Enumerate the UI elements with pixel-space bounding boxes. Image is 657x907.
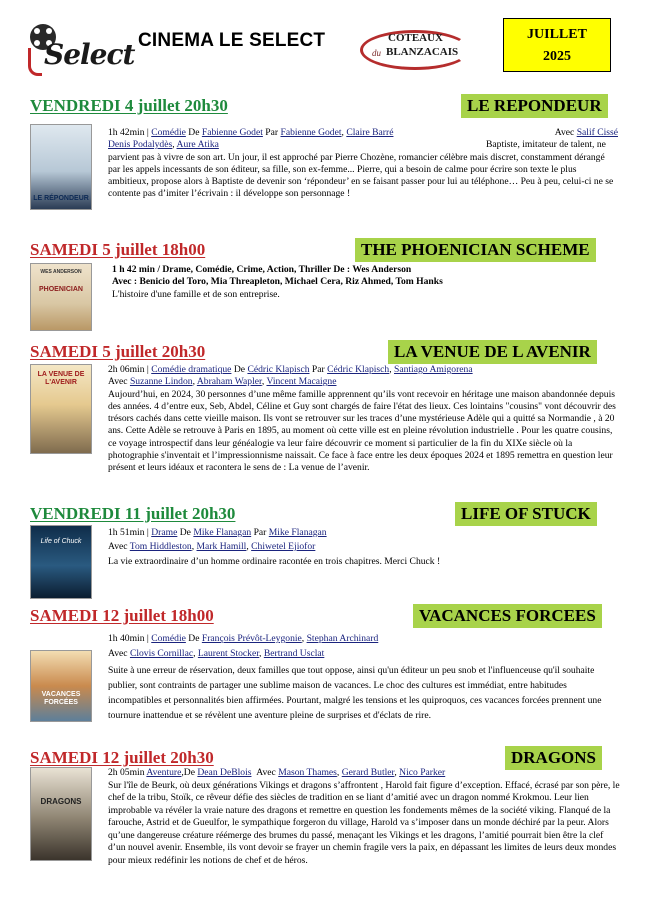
film-title: THE PHOENICIAN SCHEME bbox=[355, 238, 596, 262]
year-label: 2025 bbox=[543, 49, 571, 64]
month-box bbox=[503, 18, 611, 72]
cast-link[interactable]: Gerard Butler bbox=[341, 767, 395, 778]
cast-link[interactable]: Chiwetel Ejiofor bbox=[251, 541, 316, 553]
film-poster: DRAGONS bbox=[30, 767, 92, 861]
genre-link[interactable]: Comédie bbox=[151, 633, 186, 644]
cast-link[interactable]: Salif Cissé bbox=[576, 127, 618, 138]
cast-link[interactable]: Laurent Stocker bbox=[197, 648, 260, 660]
writer-link[interactable]: Mike Flanagan bbox=[268, 527, 327, 538]
film-poster: WES ANDERSON PHOENICIAN bbox=[30, 263, 92, 331]
logo-text: Select bbox=[44, 38, 135, 71]
screening-date: SAMEDI 5 juillet 20h30 bbox=[30, 342, 206, 361]
screening-date: SAMEDI 12 juillet 20h30 bbox=[30, 748, 214, 767]
cast-link[interactable]: Abraham Wapler bbox=[196, 376, 262, 388]
writer-link[interactable]: Claire Barré bbox=[346, 127, 394, 138]
writer-link[interactable]: Stephan Archinard bbox=[306, 633, 379, 644]
synopsis: Suite à une erreur de réservation, deux familles que tout oppose, ainsi qu'un éditeur un peu snob et l'influenceuse qu'il souhaite publier, sont contraints de partager une sublime maison de vacances. Le choc des cultures est immédiat, entre habitudes incompatibles et personnalités bien affirmées. Pourtant, malgré les tensions et les quiproquos, ces vacances forcées prennent une tournure inattendue et se révèlent une aventure pleine de surprises et d'éclats de rire. bbox=[108, 664, 602, 722]
film-title: LE REPONDEUR bbox=[461, 94, 608, 118]
screening-date: VENDREDI 11 juillet 20h30 bbox=[30, 504, 236, 523]
genre-link[interactable]: Comédie bbox=[151, 127, 186, 138]
genre-link[interactable]: Aventure bbox=[146, 767, 182, 778]
film-poster: LA VENUE DE L'AVENIR bbox=[30, 364, 92, 454]
film-info: 1h 42min | Comédie De Fabienne Godet Par Fabienne Godet, Claire Barré Avec Salif Cissé Denis Podalydès, Aure Atika Baptiste, imitateur de talent, ne parvient pas à vivre de son art. Un jour, il est approché par Pierre Chozène, romancier célèbre mais discret, constamment dérangé par les appels incessants de son éditeur, sa fille, son ex-femme... Pierre, qui a besoin de calme pour écrire son texte le plus ambitieux, propose alors à Baptiste de devenir son ‘répondeur’ en se faisant passer pour lui au téléphone… Peu à peu, celui-ci ne se contente pas d’imiter l’écrivain : il développe son personnage ! bbox=[108, 127, 618, 200]
select-logo bbox=[26, 22, 135, 78]
film-poster: VACANCES FORCÉES bbox=[30, 650, 92, 722]
screening-date: SAMEDI 5 juillet 18h00 bbox=[30, 240, 206, 259]
director-link[interactable]: Cédric Klapisch bbox=[247, 364, 310, 375]
director-link[interactable]: Mike Flanagan bbox=[193, 527, 252, 538]
cast-link[interactable]: Tom Hiddleston bbox=[129, 541, 192, 553]
screening-date: SAMEDI 12 juillet 18h00 bbox=[30, 606, 214, 625]
cast-link[interactable]: Bertrand Usclat bbox=[263, 648, 325, 660]
coteaux-blanzacais-logo: COTEAUX du BLANZACAIS bbox=[356, 26, 486, 74]
film-info: 1h 51min | Drame De Mike Flanagan Par Mike Flanagan Avec Tom Hiddleston, Mark Hamill, Chiwetel Ejiofor La vie extraordinaire d’un homme ordinaire racontée en trois chapitres. Merci Chuck ! bbox=[108, 527, 618, 568]
film-strip-icon bbox=[28, 48, 42, 76]
synopsis: Sur l'île de Beurk, où deux générations Vikings et dragons s’affrontent , Harold fait figure d’exception. Effacé, écrasé par son père, le chef de la tribu, Stoïk, ce rêveur défie des siècles de tradition en se liant d’amitié avec un dragon nommé Krokmou. Leur lien improbable va révéler la vraie nature des dragons et remettre en question les fondements mêmes de la société viking. Flanqué de la farouche, Astrid et de Gueulfor, le sympathique forgeron du village, Harold va s’imposer dans un monde déchiré par la peur. Alors qu’une dangereuse créature réémerge des brumes du passé, menaçant les Vikings et les dragons, l’amitié pourrait bien être la clef d’un nouvel avenir. Ensemble, ils vont devoir se frayer un chemin fragile vers la paix, en dépassant les limites de leurs deux mondes pour mieux redéfinir les notions de chef et de héros. bbox=[108, 779, 620, 866]
cast-link[interactable]: Vincent Macaigne bbox=[266, 376, 337, 388]
film-title: LIFE OF STUCK bbox=[455, 502, 597, 526]
genre-link[interactable]: Drame bbox=[151, 527, 178, 538]
film-info: 1h 40min | Comédie De François Prévôt-Leygonie, Stephan Archinard Avec Clovis Cornillac, Laurent Stocker, Bertrand Usclat Suite à une erreur de réservation, deux familles que tout oppose, ainsi qu'un éditeur un peu snob et l'influenceuse qu'il souhaite publier, sont contraints de partager une sublime maison de vacances. Le choc des cultures est immédiat, entre habitudes incompatibles et personnalités bien affirmées. Pourtant, malgré les tensions et les quiproquos, ces vacances forcées prennent une tournure inattendue et se révèlent une aventure pleine de surprises et d'éclats de rire. bbox=[108, 633, 620, 723]
writer-link[interactable]: Santiago Amigorena bbox=[394, 364, 473, 375]
writer-link[interactable]: Cédric Klapisch bbox=[327, 364, 390, 375]
cast-link[interactable]: Clovis Cornillac bbox=[129, 648, 194, 660]
director-link[interactable]: François Prévôt-Leygonie bbox=[201, 633, 302, 644]
cast-link[interactable]: Aure Atika bbox=[176, 139, 219, 151]
film-info: 1 h 42 min / Drame, Comédie, Crime, Action, Thriller De : Wes Anderson Avec : Benicio del Toro, Mia Threapleton, Michael Cera, Riz Ahmed, Tom Hanks L'histoire d'une famille et de son entreprise. bbox=[112, 264, 612, 301]
film-poster: LE RÉPONDEUR bbox=[30, 124, 92, 210]
film-info: 2h 06min | Comédie dramatique De Cédric Klapisch Par Cédric Klapisch, Santiago Amigorena Avec Suzanne Lindon, Abraham Wapler, Vincent Macaigne Aujourd’hui, en 2024, 30 personnes d’une même famille apprennent qu’ils vont recevoir en héritage une maison abandonnée depuis des années. 4 d’entre eux, Seb, Abdel, Céline et Guy sont chargés de faire l'état des lieux. Ces lointains "cousins" vont découvrir des trésors cachés dans cette vieille maison. Ils vont se retrouver sur les traces d’une mystérieuse Adèle qui a quitté sa Normandie , à 20 ans. Cette Adèle se retrouve à Paris en 1895, au moment où cette ville est en pleine révolution industrielle . Pour les quatre cousins, ce voyage introspectif dans leur généalogie va leur faire découvrir ce moment si particulier de la fin du XIXe siècle où la photographie s'inventait et l’impressionnisme naissait. Ce face à face entre les deux époques 2024 et 1895 remettra en question leur présent et leurs idéaux et racontera le sens de : La venue de l’avenir. bbox=[108, 364, 620, 475]
cast-link[interactable]: Denis Podalydès bbox=[108, 139, 173, 151]
screening-date: VENDREDI 4 juillet 20h30 bbox=[30, 96, 228, 115]
cast-link[interactable]: Mark Hamill bbox=[196, 541, 247, 553]
genre-link[interactable]: Comédie dramatique bbox=[151, 364, 232, 375]
cast-link[interactable]: Nico Parker bbox=[399, 767, 446, 778]
synopsis: L'histoire d'une famille et de son entreprise. bbox=[112, 288, 280, 300]
cast-link[interactable]: Suzanne Lindon bbox=[129, 376, 193, 388]
writer-link[interactable]: Fabienne Godet bbox=[280, 127, 342, 138]
synopsis: La vie extraordinaire d’un homme ordinaire racontée en trois chapitres. Merci Chuck ! bbox=[108, 555, 441, 567]
film-title: VACANCES FORCEES bbox=[413, 604, 602, 628]
director-link[interactable]: Dean DeBlois bbox=[197, 767, 252, 778]
film-info: 2h 05min Aventure,De Dean DeBlois Avec Mason Thames, Gerard Butler, Nico Parker Sur l'île de Beurk, où deux générations Vikings et dragons s’affrontent , Harold fait figure d’exception. Effacé, écrasé par son père, le chef de la tribu, Stoïk, ce rêveur défie des siècles de tradition en se liant d’amitié avec un dragon nommé Krokmou. Leur lien improbable va révéler la vraie nature des dragons et remettre en question les fondements mêmes de la société viking. Flanqué de la farouche, Astrid et de Gueulfor, le sympathique forgeron du village, Harold va s’imposer dans un monde déchiré par la peur. Alors qu’une dangereuse créature réémerge des brumes du passé, menaçant les Vikings et les dragons, l’amitié pourrait bien être la clef d’un nouvel avenir. Ensemble, ils vont devoir se frayer un chemin fragile vers la paix, en dépassant les limites de leurs deux mondes pour mieux redéfinir les notions de chef et de héros. bbox=[108, 767, 620, 866]
film-poster: Life of Chuck bbox=[30, 525, 92, 599]
film-title: LA VENUE DE L AVENIR bbox=[388, 340, 597, 364]
synopsis: Aujourd’hui, en 2024, 30 personnes d’une même famille apprennent qu’ils vont recevoir en héritage une maison abandonnée depuis des années. 4 d’entre eux, Seb, Abdel, Céline et Guy sont chargés de faire l'état des lieux. Ces lointains "cousins" vont découvrir des trésors cachés dans cette vieille maison. Ils vont se retrouver sur les traces d’une mystérieuse Adèle qui a quitté sa Normandie , à 20 ans. Cette Adèle se retrouve à Paris en 1895, au moment où cette ville est en pleine révolution industrielle . Pour les quatre cousins, ce voyage introspectif dans leur généalogie va leur faire découvrir ce moment si particulier de la fin du XIXe siècle où la photographie s'inventait et l’impressionnisme naissait. Ce face à face entre les deux époques 2024 et 1895 remettra en question leur présent et leurs idéaux et racontera le sens de : La venue de l’avenir. bbox=[108, 388, 616, 474]
cast-link[interactable]: Mason Thames bbox=[278, 767, 337, 778]
cinema-title: CINEMA LE SELECT bbox=[138, 30, 326, 51]
month-label: JUILLET bbox=[527, 27, 587, 42]
film-title: DRAGONS bbox=[505, 746, 602, 770]
synopsis: Baptiste, imitateur de talent, ne parvient pas à vivre de son art. Un jour, il est approché par Pierre Chozène, romancier célèbre mais discret, constamment dérangé par les appels incessants de son éditeur, sa fille, son ex-femme... Pierre, qui a besoin de calme pour écrire son texte le plus ambitieux, propose alors à Baptiste de devenir son ‘répondeur’ en se faisant passer pour lui au téléphone… Peu à peu, celui-ci ne se contente pas d’imiter l’écrivain : il développe son personnage ! bbox=[108, 139, 614, 200]
director-link[interactable]: Fabienne Godet bbox=[201, 127, 263, 138]
